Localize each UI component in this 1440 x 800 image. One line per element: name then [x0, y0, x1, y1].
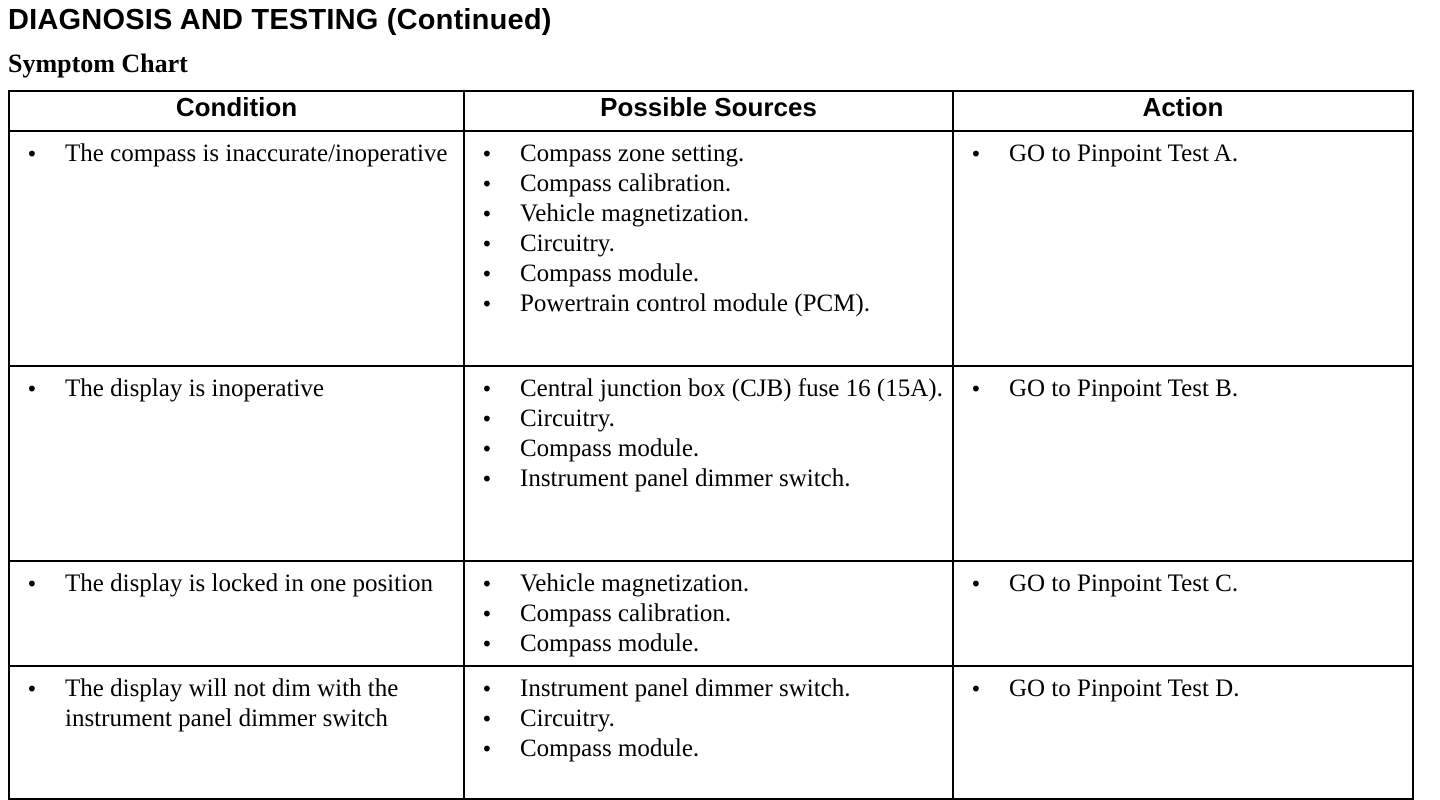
source-item: • Compass calibration. [473, 169, 944, 199]
source-item: • Compass module. [473, 434, 944, 464]
action-cell [953, 666, 1413, 799]
source-item: • Instrument panel dimmer switch. [473, 464, 944, 494]
source-item: • Compass module. [473, 629, 944, 659]
action-cell [953, 131, 1413, 366]
table-row [9, 131, 1413, 366]
header-possible-sources: Possible Sources [464, 91, 953, 131]
source-item: • Compass module. [473, 259, 944, 289]
action-text: • GO to Pinpoint Test B. [962, 374, 1404, 404]
action-text: • GO to Pinpoint Test D. [962, 674, 1404, 704]
condition-text: • The display will not dim with the instrument panel dimmer switch [18, 674, 455, 734]
source-item: • Circuitry. [473, 229, 944, 259]
condition-cell [9, 666, 464, 799]
sources-cell [464, 131, 953, 366]
source-item: • Vehicle magnetization. [473, 569, 944, 599]
source-item: • Powertrain control module (PCM). [473, 289, 944, 319]
condition-text: • The display is locked in one position [18, 569, 455, 599]
action-text: • GO to Pinpoint Test C. [962, 569, 1404, 599]
source-item: • Central junction box (CJB) fuse 16 (15A). [473, 374, 944, 404]
page-title: DIAGNOSIS AND TESTING (Continued) [8, 4, 552, 36]
source-item: • Compass calibration. [473, 599, 944, 629]
source-item: • Instrument panel dimmer switch. [473, 674, 944, 704]
condition-text: • The compass is inaccurate/inoperative [18, 139, 455, 169]
section-title: Symptom Chart [8, 49, 188, 78]
source-item: • Circuitry. [473, 404, 944, 434]
table-row [9, 366, 1413, 561]
table-header-row [9, 91, 1413, 131]
source-item: • Circuitry. [473, 704, 944, 734]
condition-cell [9, 131, 464, 366]
sources-cell [464, 666, 953, 799]
source-item: • Compass zone setting. [473, 139, 944, 169]
action-text: • GO to Pinpoint Test A. [962, 139, 1404, 169]
header-action: Action [953, 91, 1413, 131]
condition-cell [9, 561, 464, 666]
table-row [9, 561, 1413, 666]
condition-cell [9, 366, 464, 561]
source-item: • Compass module. [473, 734, 944, 764]
symptom-table [8, 90, 1414, 800]
condition-text: • The display is inoperative [18, 374, 455, 404]
action-cell [953, 366, 1413, 561]
action-cell [953, 561, 1413, 666]
sources-cell [464, 366, 953, 561]
table-row [9, 666, 1413, 799]
sources-cell [464, 561, 953, 666]
source-item: • Vehicle magnetization. [473, 199, 944, 229]
header-condition: Condition [9, 91, 464, 131]
